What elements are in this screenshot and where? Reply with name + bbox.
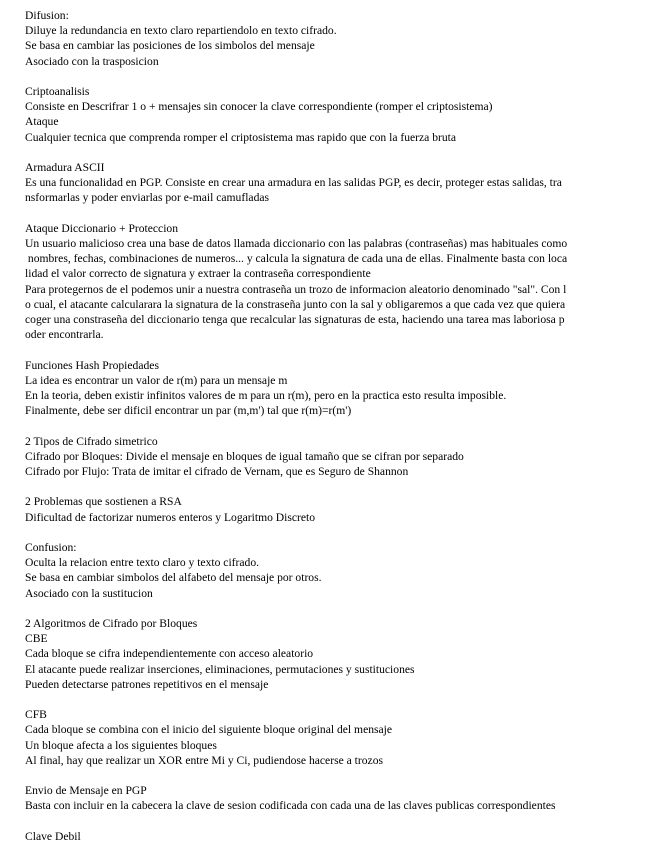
paragraph-gap (25, 69, 637, 84)
paragraph-gap (25, 479, 637, 494)
paragraph-gap (25, 206, 637, 221)
section-heading: Clave Debil (25, 829, 81, 843)
section-heading: CFB (25, 708, 47, 722)
text-line: Cifrado por Flujo: Trata de imitar el cifrado de Vernam, que es Seguro de Shannon (25, 465, 409, 479)
text-line: Se basa en cambiar las posiciones de los simbolos del mensaje (25, 39, 315, 53)
text-line: Pueden detectarse patrones repetitivos en el mensaje (25, 677, 269, 691)
section-heading: Difusion: (25, 9, 69, 22)
text-line: oder encontrarla. (25, 328, 104, 342)
section-2 (25, 160, 637, 206)
section-heading: Envio de Mensaje en PGP (25, 784, 147, 798)
section-heading: 2 Tipos de Cifrado simetrico (25, 434, 158, 448)
text-line: nsformarlas y poder enviarlas por e-mail camufladas (25, 191, 270, 205)
text-line: Es una funcionalidad en PGP. Consiste en crear una armadura en las salidas PGP, es decir, proteger estas salidas, tra (25, 176, 562, 190)
paragraph-gap (25, 525, 637, 540)
text-line: o cual, el atacante calcularara la signatura de la constraseña junto con la sal y obligaremos a que cada vez que quiera (25, 297, 566, 311)
paragraph-gap (25, 418, 637, 433)
text-line: Diluye la redundancia en texto claro repartiendolo en texto cifrado. (25, 24, 337, 38)
text-line: lidad el valor correcto de signatura y extraer la contraseña correspondiente (25, 267, 371, 281)
section-1 (25, 84, 637, 145)
section-8 (25, 616, 637, 692)
paragraph-gap (25, 814, 637, 829)
section-0 (25, 8, 637, 69)
section-heading: 2 Algoritmos de Cifrado por Bloques (25, 617, 198, 630)
paragraph-gap (25, 601, 637, 616)
section-4 (25, 358, 637, 419)
text-line: Asociado con la sustitucion (25, 586, 153, 600)
text-line: Consiste en Descrifrar 1 o + mensajes sin conocer la clave correspondiente (romper el criptosistema) (25, 100, 493, 114)
text-line: El atacante puede realizar inserciones, eliminaciones, permutaciones y sustituciones (25, 662, 415, 676)
text-line: Asociado con la trasposicion (25, 54, 159, 68)
section-heading: Ataque Diccionario + Proteccion (25, 221, 179, 235)
text-line: CBE (25, 632, 48, 646)
document-body (25, 8, 637, 844)
text-line: Dificultad de factorizar numeros enteros y Logaritmo Discreto (25, 510, 316, 524)
text-line: Al final, hay que realizar un XOR entre Mi y Ci, pudiendose hacerse a trozos (25, 753, 384, 767)
paragraph-gap (25, 692, 637, 707)
text-line: Cifrado por Bloques: Divide el mensaje en bloques de igual tamaño que se cifran por separado (25, 449, 464, 463)
text-line: nombres, fechas, combinaciones de numeros... y calcula la signatura de cada una de ellas. Finalmente basta con loca (25, 252, 568, 266)
section-heading: Armadura ASCII (25, 161, 105, 174)
section-7 (25, 540, 637, 601)
text-line: Cualquier tecnica que comprenda romper el criptosistema mas rapido que con la fuerza bruta (25, 130, 457, 144)
section-heading: Confusion: (25, 541, 77, 554)
text-line: Ataque (25, 115, 59, 129)
section-6 (25, 494, 637, 524)
text-line: Se basa en cambiar simbolos del alfabeto del mensaje por otros. (25, 571, 322, 585)
text-line: Cada bloque se combina con el inicio del siguiente bloque original del mensaje (25, 723, 393, 737)
paragraph-gap (25, 145, 637, 160)
section-heading: Funciones Hash Propiedades (25, 358, 159, 372)
paragraph-gap (25, 342, 637, 357)
section-9 (25, 707, 637, 768)
section-11 (25, 829, 637, 844)
text-line: Un bloque afecta a los siguientes bloques (25, 738, 217, 752)
section-heading: 2 Problemas que sostienen a RSA (25, 495, 182, 509)
text-line: Finalmente, debe ser dificil encontrar un par (m,m') tal que r(m)=r(m') (25, 404, 352, 418)
section-3 (25, 221, 637, 343)
text-line: Basta con incluir en la cabecera la clave de sesion codificada con cada una de las claves publicas correspondientes (25, 799, 556, 813)
text-line: Oculta la relacion entre texto claro y texto cifrado. (25, 556, 260, 570)
text-line: coger una constraseña del diccionario tenga que recalcular las signaturas de esta, haciendo una tarea mas laboriosa p (25, 313, 565, 327)
section-heading: Criptoanalisis (25, 85, 90, 98)
section-10 (25, 783, 637, 813)
text-line: La idea es encontrar un valor de r(m) para un mensaje m (25, 373, 288, 387)
paragraph-gap (25, 768, 637, 783)
text-line: Un usuario malicioso crea una base de datos llamada diccionario con las palabras (contraseñas) mas habituales como (25, 237, 568, 250)
text-line: Cada bloque se cifra independientemente con acceso aleatorio (25, 647, 314, 661)
text-line: En la teoria, deben existir infinitos valores de m para un r(m), pero en la practica esto resulta imposible. (25, 389, 507, 403)
section-5 (25, 434, 637, 480)
text-line: Para protegernos de el podemos unir a nuestra contraseña un trozo de informacion aleatorio denominado "sal". Con l (25, 282, 567, 296)
